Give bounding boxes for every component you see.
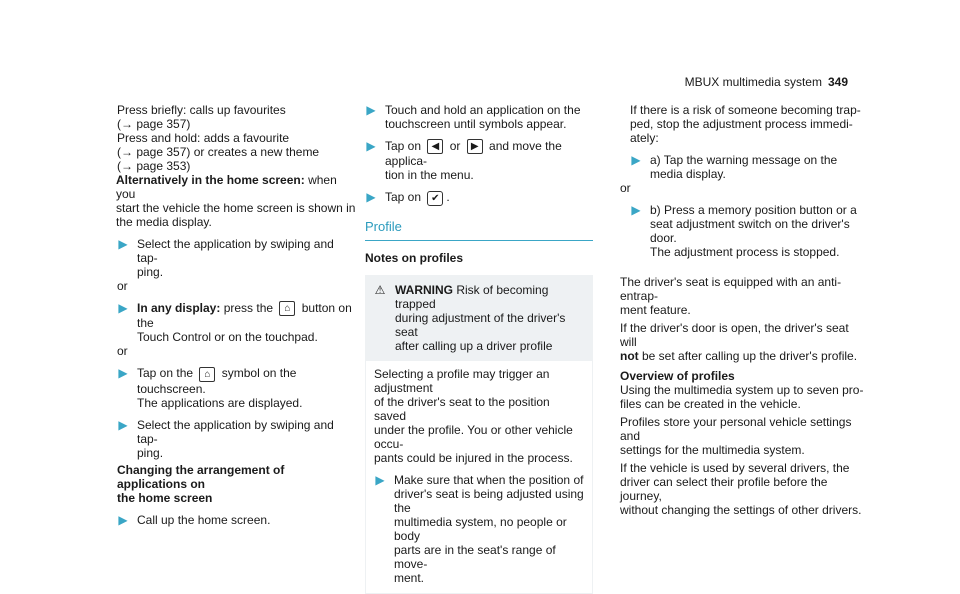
step-text: multimedia system, no people or body: [394, 514, 567, 543]
paragraph-line: Profiles store your personal vehicle settings and: [620, 415, 852, 443]
instruction-step: [365, 190, 593, 205]
step-text: Call up the home screen.: [137, 512, 271, 527]
warning-body-text: pants could be injured in the process.: [374, 450, 573, 465]
alternative-text: the media display.: [116, 215, 212, 229]
warning-continuation: [620, 103, 868, 259]
overview-heading: Overview of profiles: [620, 369, 735, 383]
instruction-step: [365, 139, 593, 182]
warning-text: after calling up a driver profile: [395, 338, 553, 353]
home-icon: ⌂: [199, 367, 215, 382]
paragraph: [620, 415, 868, 457]
step-text: Touch Control or on the touchpad.: [137, 330, 318, 345]
step-text: media display.: [650, 167, 726, 181]
step-text: button on the: [137, 301, 352, 331]
check-icon: ✔: [427, 191, 443, 206]
step-text: ping.: [137, 265, 164, 279]
or-label: or: [117, 344, 128, 359]
heading-line: Changing the arrangement of applications on: [117, 462, 285, 491]
paragraph: [620, 321, 868, 363]
alternative-bold: Alternatively in the home screen:: [116, 173, 305, 187]
instruction-step: [630, 153, 868, 181]
arrow-right-icon: ▶: [467, 139, 483, 154]
intro-line: (→ page 357) or creates a new theme: [117, 145, 320, 159]
or-label: or: [117, 279, 128, 293]
arrow-icon: ▶: [118, 237, 128, 251]
arrow-icon: ▶: [118, 366, 128, 381]
intro-line: Press briefly: calls up favourites: [117, 103, 286, 117]
warning-body-text: of the driver's seat to the position saved: [374, 394, 550, 423]
paragraph-line: files can be created in the vehicle.: [620, 397, 801, 411]
paragraph-bold: not: [620, 349, 639, 363]
step-text: driver's seat is being adjusted using the: [394, 486, 584, 515]
column-1: [117, 103, 357, 527]
paragraph-line: Using the multimedia system up to seven pro-: [620, 383, 864, 397]
step-text: .: [446, 190, 450, 205]
warning-text: If there is a risk of someone becoming trap-: [630, 103, 861, 117]
arrow-icon: ▶: [118, 417, 128, 432]
page-number: 349: [827, 75, 848, 89]
warning-icon: ⚠: [374, 282, 386, 297]
arrow-icon: ▶: [631, 153, 641, 167]
step-text: ment.: [394, 570, 425, 585]
step-bold: In any display:: [137, 301, 221, 315]
header-title: MBUX multimedia system: [684, 75, 822, 89]
notes-heading: Notes on profiles: [365, 250, 464, 265]
section-title-profile: Profile: [365, 220, 593, 241]
step-text: and move the applica-: [385, 139, 562, 169]
intro-line: Press and hold: adds a favourite: [117, 131, 290, 145]
warning-text: during adjustment of the driver's seat: [395, 310, 566, 339]
instruction-step: [374, 473, 584, 585]
intro-line: (→ page 353): [117, 159, 191, 173]
step-text: Tap on the: [137, 366, 197, 381]
step-text: Make sure that when the position of: [394, 472, 584, 487]
paragraph-line: without changing the settings of other drivers.: [620, 503, 862, 517]
intro-line: (→ page 357): [117, 117, 191, 131]
step-text: door.: [650, 231, 677, 245]
home-icon: ⌂: [279, 301, 295, 316]
step-text: Touch and hold an application on the: [385, 103, 581, 117]
warning-text: Risk of becoming trapped: [395, 282, 549, 311]
warning-box: [365, 275, 593, 361]
arrow-icon: ▶: [118, 512, 128, 527]
arrow-icon: ▶: [366, 190, 376, 205]
instruction-step: [117, 301, 357, 344]
arrow-icon: ▶: [375, 472, 385, 487]
instruction-step: [117, 418, 357, 460]
arrow-icon: ▶: [631, 203, 641, 217]
paragraph-line: If the driver's door is open, the driver's seat will: [620, 321, 849, 349]
arrow-icon: ▶: [118, 301, 128, 315]
step-text: or: [446, 139, 464, 153]
section-heading: [117, 463, 357, 505]
arrow-icon: ▶: [366, 139, 376, 153]
paragraph-line: settings for the multimedia system.: [620, 443, 805, 457]
step-text: b) Press a memory position button or a: [650, 203, 857, 217]
step-text: Select the application by swiping and tap-: [137, 237, 334, 265]
step-text: The applications are displayed.: [137, 395, 303, 410]
step-text: touchscreen until symbols appear.: [385, 117, 567, 131]
paragraph: [620, 275, 868, 317]
warning-label: WARNING: [395, 282, 453, 297]
arrow-left-icon: ◀: [427, 139, 443, 154]
arrow-icon: ▶: [366, 103, 376, 117]
step-text: The adjustment process is stopped.: [650, 245, 840, 259]
step-text: press the: [220, 301, 277, 315]
warning-text: ately:: [630, 131, 659, 145]
paragraph-line: ment feature.: [620, 303, 691, 317]
paragraph: [620, 461, 868, 517]
step-text: a) Tap the warning message on the: [650, 153, 838, 167]
warning-body-text: Selecting a profile may trigger an adjustment: [374, 366, 550, 395]
instruction-step: [117, 366, 357, 409]
step-text: Select the application by swiping and tap-: [137, 417, 334, 446]
paragraph-line: be set after calling up the driver's profile.: [638, 349, 858, 363]
column-3: [620, 103, 868, 517]
heading-line: the home screen: [117, 490, 213, 505]
step-text: tion in the menu.: [385, 168, 474, 183]
alternative-text: start the vehicle the home screen is shown in: [116, 201, 356, 215]
paragraph-line: If the vehicle is used by several drivers, the: [620, 461, 850, 475]
intro-block: [117, 103, 357, 173]
page-header: [685, 75, 848, 89]
step-text: Tap on: [385, 190, 425, 205]
paragraph-line: driver can select their profile before the journey,: [620, 475, 828, 503]
warning-text: ped, stop the adjustment process immedi-: [630, 117, 853, 131]
column-2: [365, 103, 593, 594]
step-text: seat adjustment switch on the driver's: [650, 217, 850, 231]
instruction-step: [630, 203, 868, 259]
step-text: symbol on the touchscreen.: [137, 366, 297, 396]
step-text: Tap on: [385, 139, 425, 153]
paragraph: [620, 383, 868, 411]
instruction-step: [365, 103, 593, 131]
warning-body-text: under the profile. You or other vehicle occu-: [374, 422, 573, 451]
paragraph-line: The driver's seat is equipped with an anti-entrap-: [620, 275, 842, 303]
instruction-step: [117, 237, 357, 279]
instruction-step: [117, 513, 357, 527]
step-text: ping.: [137, 445, 164, 460]
alternative-text: when you: [116, 173, 337, 201]
alternative-para: [116, 173, 357, 229]
or-label: or: [620, 181, 631, 195]
warning-body: [365, 361, 593, 594]
step-text: parts are in the seat's range of move-: [394, 542, 556, 571]
